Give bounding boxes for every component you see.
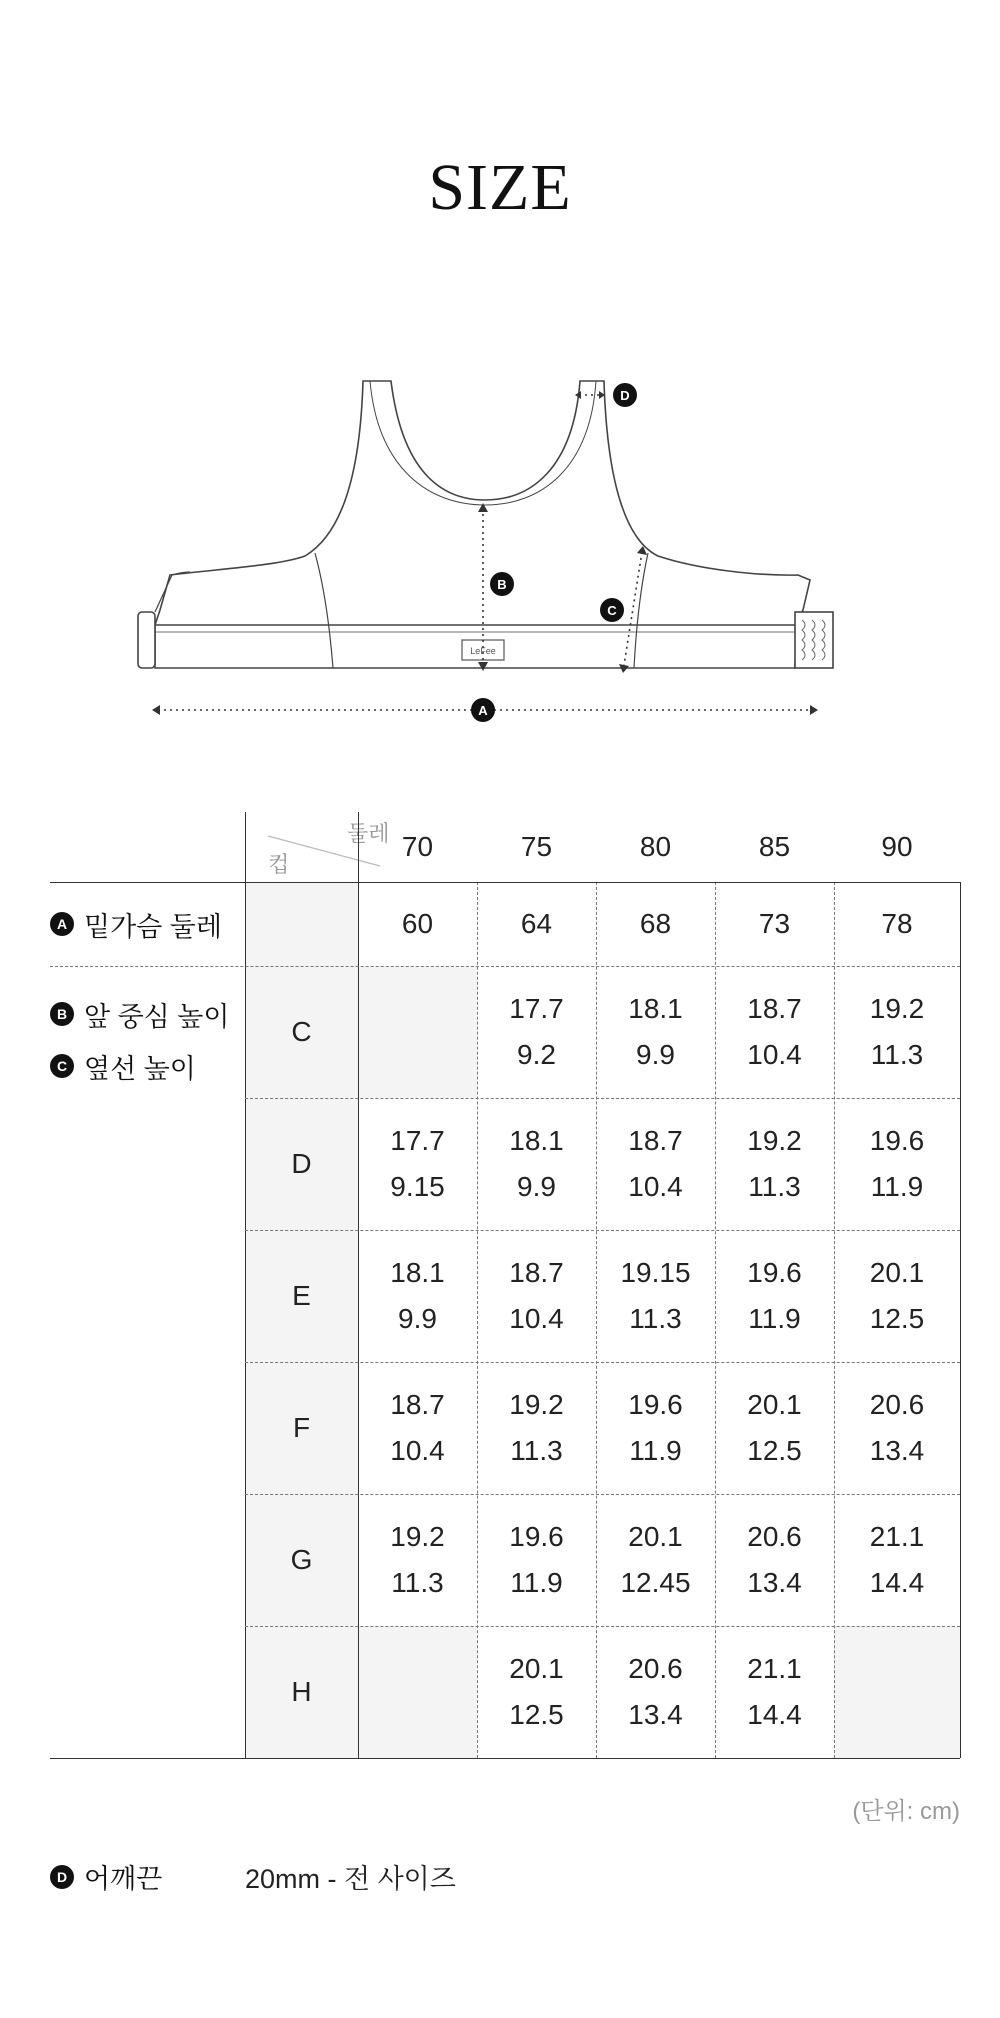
cup-label	[245, 1626, 358, 1758]
band-size-text: 75	[520, 831, 553, 862]
band-size-header	[477, 812, 596, 882]
measure-cell	[834, 1362, 960, 1494]
band-size-header	[358, 812, 477, 882]
underbust-value-text: 78	[881, 908, 913, 939]
cup-label	[245, 1494, 358, 1626]
badge-d-text: D	[620, 388, 630, 403]
bra-inner-line	[370, 381, 596, 505]
grid-line	[50, 966, 960, 967]
left-band-end	[138, 612, 155, 668]
front-center-height: 18.1	[390, 1257, 445, 1288]
underbust-value-text: 60	[401, 908, 434, 939]
height-badge: C	[50, 1054, 74, 1078]
strap-row	[50, 1857, 456, 1896]
measure-cell	[834, 1230, 960, 1362]
side-height: 12.5	[869, 1303, 925, 1334]
side-height: 11.3	[391, 1567, 444, 1598]
arrow-b-bottom	[478, 662, 488, 671]
measure-cell	[477, 966, 596, 1098]
unit-note: (단위: cm)	[852, 1798, 960, 1825]
cup-label	[245, 1098, 358, 1230]
side-height: 9.9	[636, 1039, 675, 1070]
measure-cell	[596, 1626, 715, 1758]
measure-cell	[477, 1230, 596, 1362]
side-height: 14.4	[869, 1567, 925, 1598]
measure-cell	[715, 1362, 834, 1494]
measure-cell	[834, 966, 960, 1098]
front-center-height: 20.6	[628, 1653, 683, 1684]
cup-label-text: D	[291, 1148, 312, 1179]
left-wing	[155, 572, 190, 612]
side-height: 10.4	[628, 1171, 683, 1202]
strap-label-group	[50, 1857, 245, 1896]
band-size-text: 70	[401, 831, 434, 862]
grid-line	[245, 1098, 960, 1099]
front-center-height: 21.1	[869, 1521, 925, 1552]
arrow-a-left	[152, 705, 160, 715]
cup-label-text: H	[291, 1676, 312, 1707]
band-size-header	[596, 812, 715, 882]
front-center-height: 17.7	[390, 1125, 445, 1156]
corner-cup-label: 컵	[268, 852, 290, 877]
measure-cell	[358, 1230, 477, 1362]
hook-closure	[795, 612, 833, 668]
front-center-height: 19.6	[509, 1521, 564, 1552]
front-center-height: 18.7	[747, 993, 802, 1024]
side-height: 11.3	[510, 1435, 563, 1466]
cup-label-text: C	[291, 1016, 312, 1047]
size-table	[50, 812, 960, 1780]
cup-label-text: E	[292, 1280, 311, 1311]
measure-cell	[358, 1494, 477, 1626]
side-height: 11.3	[748, 1171, 801, 1202]
measure-cell	[715, 1494, 834, 1626]
height-badge: B	[50, 1002, 74, 1026]
strap-value: 20mm - 전 사이즈	[245, 1864, 456, 1894]
front-center-height: 19.2	[390, 1521, 445, 1552]
band-size-text: 85	[758, 831, 791, 862]
measure-cell	[358, 1098, 477, 1230]
front-center-height: 20.1	[869, 1257, 925, 1288]
arrow-b-top	[478, 503, 488, 512]
measure-cell	[715, 1626, 834, 1758]
grid-line	[960, 882, 961, 1758]
side-height: 10.4	[509, 1303, 564, 1334]
side-height: 13.4	[628, 1699, 683, 1730]
underbust-label: 밑가슴 둘레	[84, 911, 222, 942]
grid-line	[50, 1758, 960, 1759]
badges	[471, 383, 637, 722]
grid-line	[245, 1494, 960, 1495]
side-height: 11.9	[510, 1567, 563, 1598]
side-height: 11.9	[870, 1171, 924, 1202]
measure-cell	[596, 1362, 715, 1494]
badge-c-text: C	[607, 603, 617, 618]
front-center-height: 18.1	[509, 1125, 564, 1156]
side-height: 9.2	[517, 1039, 556, 1070]
logo-label-text: LeFee	[470, 646, 496, 656]
underbust-value	[477, 882, 596, 966]
underbust-value-text: 68	[639, 908, 672, 939]
underbust-value	[715, 882, 834, 966]
strap-badge: D	[50, 1865, 74, 1889]
side-height: 12.45	[620, 1567, 691, 1598]
front-center-height: 21.1	[747, 1653, 802, 1684]
arrow-a-right	[810, 705, 818, 715]
side-height: 11.9	[748, 1303, 801, 1334]
side-height: 11.9	[629, 1435, 682, 1466]
bra-diagram	[0, 360, 1000, 740]
front-center-height: 19.2	[747, 1125, 802, 1156]
grid-line	[245, 1230, 960, 1231]
band-size-header	[834, 812, 960, 882]
side-height: 11.3	[629, 1303, 682, 1334]
measure-cell	[596, 1230, 715, 1362]
front-center-height: 19.2	[509, 1389, 564, 1420]
grid-line	[245, 812, 246, 1758]
side-height: 9.9	[398, 1303, 437, 1334]
measure-cell	[477, 1494, 596, 1626]
height-label: 옆선 높이	[84, 1053, 196, 1084]
front-center-height: 18.7	[390, 1389, 445, 1420]
empty-cell	[834, 1626, 960, 1758]
front-center-height: 19.6	[869, 1125, 925, 1156]
front-center-height: 18.7	[509, 1257, 564, 1288]
side-height: 9.9	[517, 1171, 556, 1202]
measure-cell	[477, 1626, 596, 1758]
band-size-text: 80	[639, 831, 672, 862]
underbust-value-text: 73	[758, 908, 791, 939]
front-center-height: 17.7	[509, 993, 564, 1024]
side-height: 9.15	[390, 1171, 445, 1202]
left-side-seam	[315, 553, 333, 668]
height-row-label	[50, 994, 229, 1034]
side-height: 14.4	[747, 1699, 802, 1730]
underbust-value	[596, 882, 715, 966]
height-label: 앞 중심 높이	[84, 1001, 230, 1032]
side-height: 10.4	[747, 1039, 802, 1070]
side-height: 13.4	[869, 1435, 925, 1466]
band-size-text: 90	[881, 831, 913, 862]
front-center-height: 19.15	[620, 1257, 691, 1288]
measure-cell	[596, 1098, 715, 1230]
grid-line	[358, 812, 359, 1758]
front-center-height: 19.6	[747, 1257, 802, 1288]
underbust-row-label	[50, 904, 222, 944]
front-center-height: 19.2	[869, 993, 925, 1024]
measure-cell	[834, 1098, 960, 1230]
band-size-header	[715, 812, 834, 882]
front-center-height: 20.6	[869, 1389, 925, 1420]
underbust-badge: A	[50, 912, 74, 936]
page-title: SIZE	[428, 151, 572, 224]
measure-cell	[477, 1098, 596, 1230]
front-center-height: 20.1	[747, 1389, 802, 1420]
grid-line	[245, 1626, 960, 1627]
cup-label	[245, 966, 358, 1098]
front-center-height: 18.7	[628, 1125, 683, 1156]
badge-a-text: A	[478, 703, 488, 718]
front-center-height: 20.1	[509, 1653, 564, 1684]
grid-line	[245, 1362, 960, 1363]
measure-cell	[596, 966, 715, 1098]
cup-label-text: G	[290, 1544, 313, 1575]
strap-label: 어깨끈	[84, 1864, 163, 1894]
front-center-height: 18.1	[628, 993, 683, 1024]
measure-cell	[715, 966, 834, 1098]
cup-label	[245, 1362, 358, 1494]
front-center-height: 20.6	[747, 1521, 802, 1552]
measure-cell	[596, 1494, 715, 1626]
underbust-value	[834, 882, 960, 966]
empty-cell	[358, 966, 477, 1098]
side-height: 10.4	[390, 1435, 445, 1466]
cup-label	[245, 1230, 358, 1362]
measure-cell	[715, 1230, 834, 1362]
side-height: 12.5	[747, 1435, 802, 1466]
side-height: 13.4	[747, 1567, 802, 1598]
measure-cell	[834, 1494, 960, 1626]
measure-cell	[715, 1098, 834, 1230]
right-side-seam	[634, 553, 648, 668]
measure-cell	[477, 1362, 596, 1494]
corner-band-label: 둘레	[347, 821, 390, 846]
side-height: 12.5	[509, 1699, 564, 1730]
badge-b-text: B	[497, 577, 507, 592]
grid-line	[50, 882, 960, 883]
measure-cell	[358, 1362, 477, 1494]
underbust-value	[358, 882, 477, 966]
height-row-label	[50, 1046, 196, 1086]
cup-label-text: F	[292, 1412, 311, 1443]
underbust-value-text: 64	[520, 908, 553, 939]
side-height: 11.3	[870, 1039, 924, 1070]
front-center-height: 19.6	[628, 1389, 683, 1420]
front-center-height: 20.1	[628, 1521, 683, 1552]
empty-cell	[358, 1626, 477, 1758]
